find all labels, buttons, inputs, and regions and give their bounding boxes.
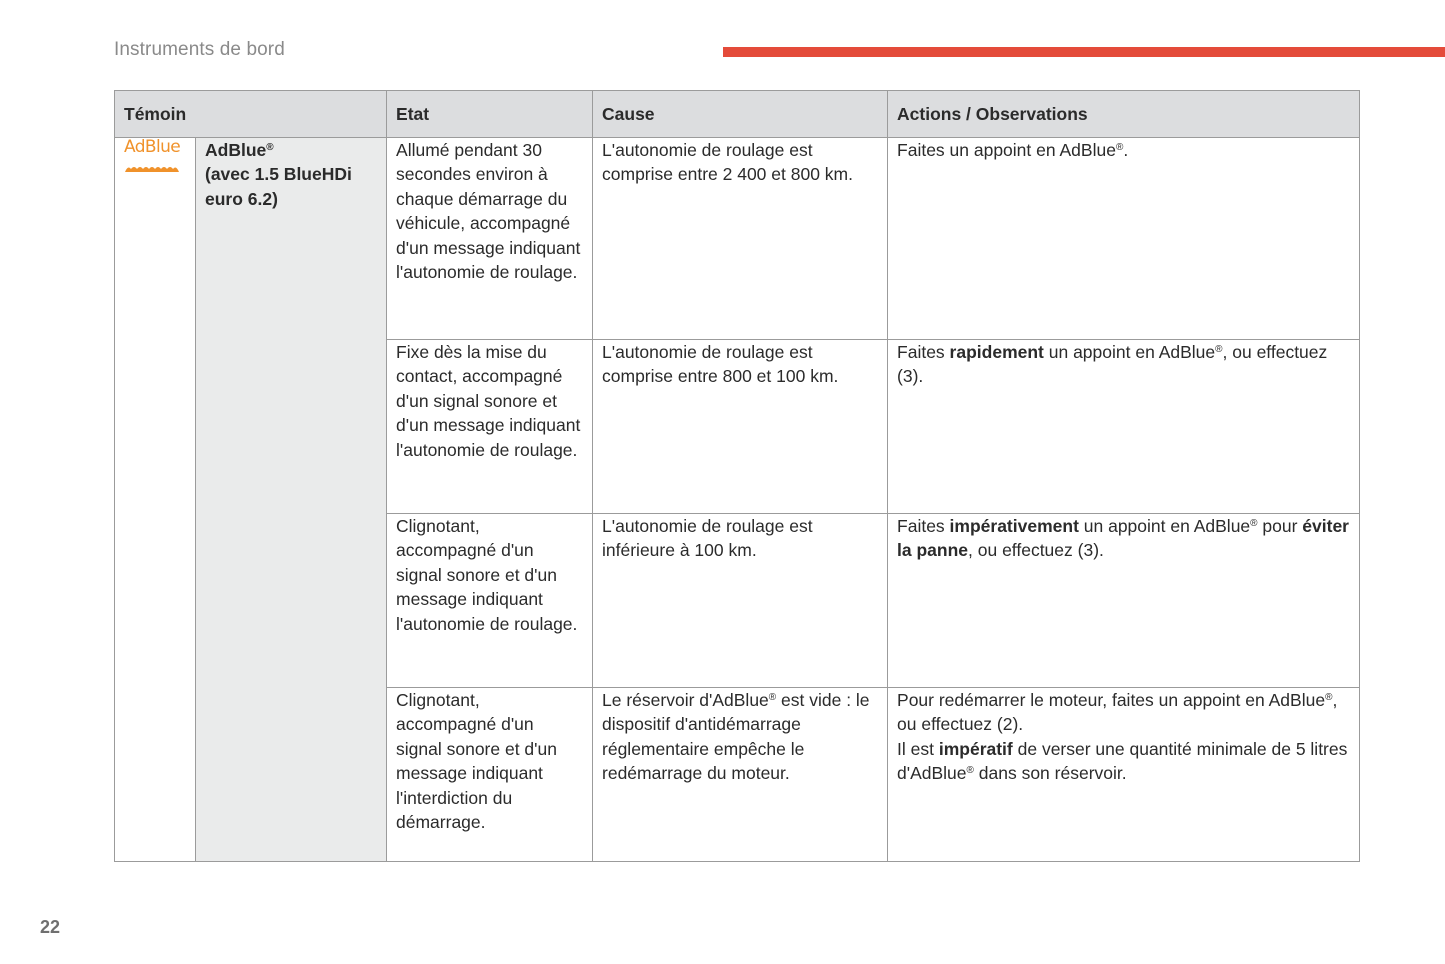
text: Il est — [897, 738, 939, 759]
text: Pour redémarrer le moteur, faites un appoint en AdBlue — [897, 690, 1326, 710]
column-header-etat: Etat — [387, 91, 593, 138]
warning-lights-table — [114, 90, 1360, 862]
page-number: 22 — [40, 917, 61, 937]
text: , ou effectuez (2). — [897, 690, 1338, 735]
cause-cell: L'autonomie de roulage est comprise entre 2 400 et 800 km. — [593, 138, 888, 340]
indicator-name: AdBlue — [205, 140, 267, 160]
emphasis: impérativement — [949, 516, 1079, 536]
actions-cell — [888, 514, 1360, 688]
registered-mark: ® — [1115, 142, 1124, 153]
emphasis: éviter la panne — [897, 516, 1349, 561]
table-row — [115, 138, 1360, 340]
text: . — [1123, 140, 1129, 160]
text: Faites un appoint en AdBlue — [897, 140, 1116, 160]
actions-cell — [888, 688, 1360, 862]
cause-cell: L'autonomie de roulage est comprise entre 800 et 100 km. — [593, 340, 888, 514]
registered-mark: ® — [1325, 692, 1333, 703]
section-title: Instruments de bord — [114, 39, 285, 60]
cause-cell: L'autonomie de roulage est inférieure à 100 km. — [593, 514, 888, 688]
registered-mark: ® — [1250, 518, 1258, 529]
text: Le réservoir d'AdBlue — [602, 690, 769, 710]
column-header-cause: Cause — [593, 91, 888, 138]
etat-cell: Clignotant, accompagné d'un signal sonore et d'un message indiquant l'interdiction du démarrage. — [387, 688, 593, 862]
registered-mark: ® — [266, 142, 274, 153]
text: pour — [1257, 516, 1303, 536]
etat-cell: Clignotant, accompagné d'un signal sonore et d'un message indiquant l'autonomie de roulage. — [387, 514, 593, 688]
adblue-icon-label: AdBlue — [124, 137, 181, 157]
accent-bar — [723, 47, 1445, 57]
text: dans son réservoir. — [973, 763, 1127, 784]
text: un appoint en AdBlue — [1043, 342, 1216, 362]
registered-mark: ® — [1215, 344, 1223, 355]
indicator-name-cell — [196, 138, 387, 862]
text: Faites — [897, 516, 950, 536]
adblue-wave-icon — [124, 164, 180, 174]
etat-cell: Allumé pendant 30 secondes environ à chaque démarrage du véhicule, accompagné d'un message indiquant l'autonomie de roulage. — [387, 138, 593, 340]
text: , ou effectuez (3). — [968, 540, 1104, 561]
registered-mark: ® — [966, 765, 974, 777]
actions-cell — [888, 340, 1360, 514]
adblue-warning-icon — [124, 138, 188, 180]
actions-cell — [888, 138, 1360, 340]
column-header-temoin: Témoin — [115, 91, 387, 138]
text: est vide : le dispositif d'antidémarrage réglementaire empêche le redémarrage du moteur. — [602, 690, 870, 784]
text: un appoint en AdBlue — [1078, 516, 1251, 536]
text: Faites — [897, 342, 950, 362]
registered-mark: ® — [768, 692, 777, 703]
indicator-variant-line2: euro 6.2) — [205, 188, 278, 209]
text: de verser une quantité minimale de 5 litres d'AdBlue — [897, 738, 1348, 784]
indicator-variant-line1: (avec 1.5 BlueHDi — [205, 164, 352, 185]
indicator-icon-cell — [115, 138, 196, 862]
column-header-actions: Actions / Observations — [888, 91, 1360, 138]
text: , ou effectuez (3). — [897, 342, 1328, 387]
cause-cell — [593, 688, 888, 862]
table-header-row — [115, 91, 1360, 138]
emphasis: rapidement — [949, 342, 1044, 362]
emphasis: impératif — [938, 738, 1013, 759]
etat-cell: Fixe dès la mise du contact, accompagné d'un signal sonore et d'un message indiquant l'autonomie de roulage. — [387, 340, 593, 514]
